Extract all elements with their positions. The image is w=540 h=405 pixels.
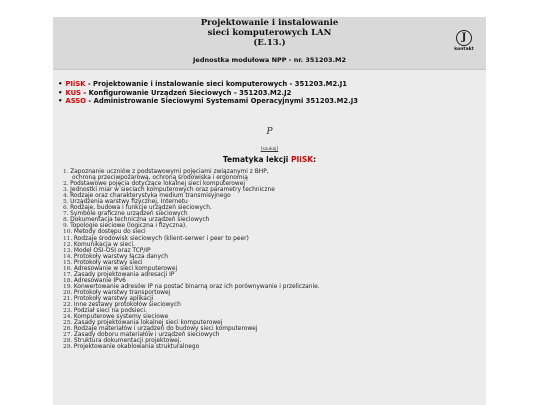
page-title-line-3: (E.13.) (253, 38, 286, 48)
topic-text: Zasady projektowania adresacji IP (73, 271, 175, 278)
contact-link[interactable] (453, 30, 475, 52)
topic-text: Metody dostępu do sieci (73, 229, 146, 236)
topic-text: Projektowanie okablowania strukturalnego (73, 344, 200, 351)
topic-number: 20. (63, 289, 73, 296)
topic-text: Model OSI-OSI oraz TCP/IP (73, 247, 151, 254)
bullet: • (58, 80, 63, 88)
course-link-piisk[interactable] (58, 80, 358, 89)
topic-number: 9. (63, 223, 69, 230)
topic-number: 1. (63, 169, 69, 175)
topic-number: 8. (63, 217, 69, 224)
topic-number: 26. (63, 326, 73, 333)
topic-text: ochroną przeciwpożarową, ochroną środowiska i ergonomią (72, 175, 248, 182)
topic-number: 24. (63, 314, 73, 321)
topics-heading (53, 155, 486, 164)
bullet: • (58, 88, 63, 97)
page-content (53, 17, 486, 405)
topic-number: 7. (63, 211, 69, 218)
topic-list (63, 169, 320, 350)
course-link-asso[interactable] (58, 97, 358, 106)
topic-number: 12. (63, 241, 73, 248)
course-code: PIiSK (65, 80, 86, 88)
topic-number: 6. (63, 205, 69, 212)
topic-text: Zasady projektowania lokalnej sieci komputerowej (73, 320, 223, 327)
magnifier-icon: P (266, 127, 273, 137)
topic-number: 2. (63, 181, 69, 188)
topic-text: Urządzenia warstwy fizycznej, Internetu (70, 199, 188, 206)
topic-number: 10. (63, 229, 73, 236)
topic-number: 28. (63, 338, 73, 345)
topic-text: Dokumentacja techniczna urządzeń sieciowych (70, 217, 210, 224)
topic-text: Adresowanie IPv6 (73, 277, 126, 284)
search-label: [szukaj] (260, 147, 279, 152)
topic-text: Protokoły warstwy aplikacji (73, 295, 154, 302)
topic-item (63, 344, 320, 350)
page-title-line-1: Projektowanie i instalowanie (200, 18, 339, 28)
page-title-line-2: sieci komputerowych LAN (207, 28, 332, 38)
topic-number: 15. (63, 259, 73, 266)
topic-number: 29. (63, 344, 73, 351)
topic-number: 22. (63, 302, 73, 309)
topic-text: Adresowanie w sieci komputerowej (73, 265, 178, 272)
topic-number: 11. (63, 235, 73, 242)
topic-text: Rodzaje środowisk sieciowych (klient-serwer i peer to peer) (73, 235, 249, 242)
topic-text: Jednostki miar w sieciach komputerowych oraz parametry techniczne (70, 187, 275, 194)
topic-text: Zasady doboru materiałów i urządzeń sieciowych (73, 332, 220, 339)
topic-text: Protokoły warstwy sieci (73, 259, 143, 266)
topics-heading-code: PIiSK (290, 155, 314, 164)
topic-number: 18. (63, 277, 73, 284)
topic-number: 14. (63, 253, 73, 260)
topic-text: Rodzaje, budowa i funkcje urządzeń sieciowych. (70, 205, 212, 212)
course-link-kus[interactable] (58, 89, 358, 98)
topic-text: Podstawowe pojęcia dotyczące lokalnej sieci komputerowej (70, 181, 245, 188)
j-circle-icon: J (456, 30, 472, 46)
search-link[interactable] (53, 127, 486, 155)
topic-text: Rodzaje oraz charakterystyka medium transmisyjnego (70, 193, 231, 200)
topic-text: Komunikacja w sieci. (73, 241, 135, 248)
module-label: Jednostka modułowa NPP - nr. 351203.M2 (193, 56, 346, 64)
topic-number: 5. (63, 199, 69, 206)
topic-number: 19. (63, 283, 73, 290)
page-header (53, 17, 486, 70)
topic-number: 27. (63, 332, 73, 339)
topic-text: Komputerowe systemy sieciowe (73, 314, 169, 321)
topic-text: Inne zestawy protokołów sieciowych (73, 302, 181, 309)
topic-text: Topologie sieciowe (logiczna i fizyczna). (70, 223, 187, 230)
topics-heading-suffix: : (313, 155, 317, 164)
topic-number: 16. (63, 265, 73, 272)
topic-number: 25. (63, 320, 73, 327)
course-title: - Konfigurowanie Urządzeń Sieciowych - 351203.M2.J2 (81, 88, 292, 97)
topic-number: 17. (63, 271, 73, 278)
course-code: KUS (65, 88, 82, 97)
course-list (58, 80, 358, 106)
topic-text: Protokoły warstwy łącza danych (73, 253, 168, 260)
bullet: • (58, 97, 63, 105)
topic-text: Rodzaje materiałów i urządzeń do budowy sieci komputerowej (73, 326, 258, 333)
topic-text: Konwertowanie adresów IP na postać binarną oraz ich porównywanie i przeliczanie. (73, 283, 320, 290)
topic-text: Struktura dokumentacji projektowej. (73, 338, 182, 345)
topic-text: Zapoznanie uczniów z podstawowymi pojęciami związanymi z BHP, (70, 169, 269, 175)
topic-number: 21. (63, 295, 73, 302)
topic-text: Protokoły warstwy transportowej (73, 289, 171, 296)
course-code: ASSO (65, 97, 87, 105)
topic-text: Podział sieci na podsieci. (73, 308, 147, 315)
topic-number: 23. (63, 308, 73, 315)
contact-label: kontakt (454, 47, 474, 52)
topic-text: Symbole graficzne urządzeń sieciowych (70, 211, 188, 218)
topics-heading-prefix: Tematyka lekcji (222, 155, 291, 164)
topic-number: 4. (63, 193, 69, 200)
course-title: - Administrowanie Sieciowymi Systemami Operacyjnymi 351203.M2.J3 (86, 97, 358, 105)
topic-number: 3. (63, 187, 69, 194)
course-title: - Projektowanie i instalowanie sieci komputerowych - 351203.M2.J1 (85, 80, 348, 88)
topic-number: 13. (63, 247, 73, 254)
